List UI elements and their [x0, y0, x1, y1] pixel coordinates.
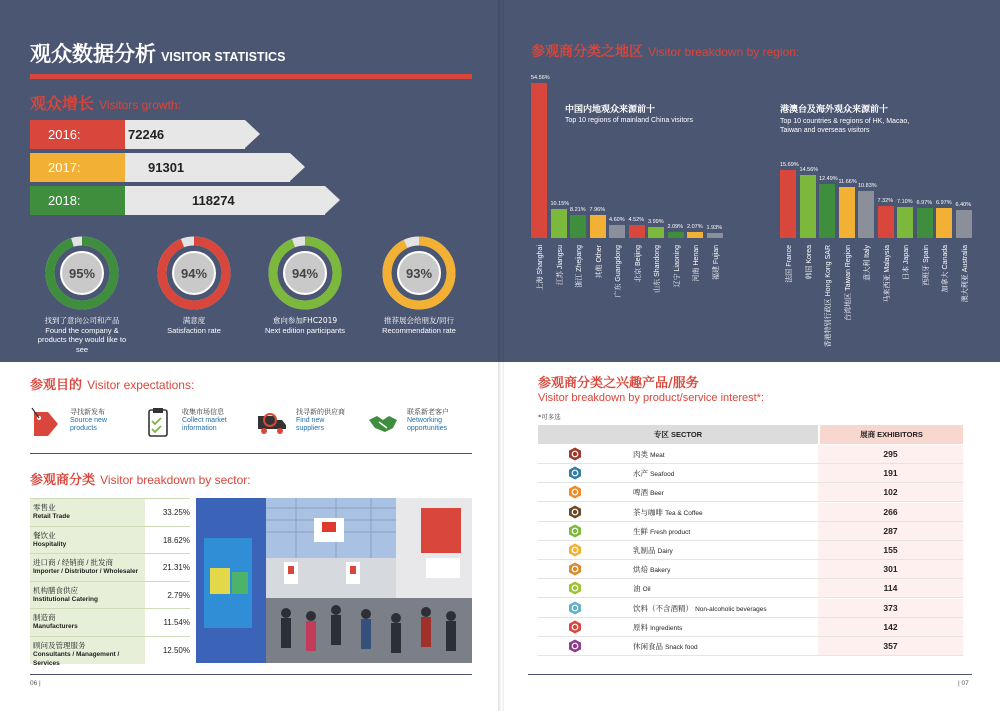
growth-heading-cn: 观众增长: [30, 94, 95, 113]
product-exhibitor-count: 142: [818, 618, 963, 636]
donut-caption-cn: 推荐展会给朋友/同行: [383, 316, 455, 325]
expectation-en-line1: Collect market: [182, 416, 227, 424]
product-name: [633, 503, 703, 523]
region-bar: [570, 215, 586, 238]
expectation-cn: 联系新老客户: [407, 408, 449, 416]
product-name: [633, 522, 690, 542]
intl-chart-title: [780, 102, 909, 135]
region-bar-value: 1.93%: [706, 224, 723, 231]
region-bar: [917, 208, 933, 238]
region-bar-label: 辽宁 Liaoning: [673, 245, 681, 288]
product-name-cn: 饮料（不含酒精）: [633, 603, 693, 613]
expectation-en-line2: opportunities: [407, 425, 448, 432]
expectation-text: [296, 408, 345, 434]
sector-heading: [30, 469, 251, 488]
region-bar-label: 香港特别行政区 Hong Kong SAR: [825, 245, 832, 348]
region-bar: [531, 83, 547, 238]
sector-heading-en: Visitor breakdown by sector:: [100, 473, 251, 487]
product-name: [633, 445, 665, 465]
donut-svg: [157, 236, 231, 310]
page-number-right: | 07: [958, 680, 969, 687]
page-number-left: 06 |: [30, 680, 41, 687]
sector-row: [30, 498, 190, 525]
page-spine: [498, 0, 504, 711]
region-bar-label: 江苏 Jiangsu: [556, 245, 564, 286]
region-bar-label: 浙江 Zhejiang: [576, 245, 583, 288]
expectations-heading-cn: 参观目的: [30, 378, 83, 393]
product-row: [538, 541, 963, 560]
sector-name-en: Consultants / Management / Services: [33, 650, 120, 667]
region-bar: [800, 175, 816, 238]
page-title: [30, 38, 285, 68]
product-exhibitor-count: 301: [818, 560, 963, 578]
product-name: [633, 599, 767, 619]
region-heading-en: Visitor breakdown by region:: [648, 45, 800, 59]
region-bar: [648, 227, 664, 238]
donut-percent: 93%: [405, 266, 433, 281]
product-row: [538, 618, 963, 637]
expectation-item: [367, 404, 477, 440]
fish-icon: [568, 466, 582, 480]
region-bar: [590, 215, 606, 238]
region-bar-value: 7.32%: [877, 198, 894, 205]
product-name-cn: 茶与咖啡: [633, 507, 663, 517]
product-row: [538, 445, 963, 464]
donut-caption: [349, 316, 489, 335]
product-row: [538, 637, 963, 656]
donut-chart: [268, 236, 342, 310]
sector-percent: 12.50%: [162, 645, 190, 655]
product-name-cn: 休闲食品: [633, 642, 663, 651]
donut-chart: [382, 236, 456, 310]
product-name-en: Fresh product: [650, 528, 691, 536]
china-chart-title: [565, 102, 693, 124]
ingredients-icon: [568, 620, 582, 634]
region-bar-value: 6.97%: [916, 199, 933, 206]
delivery-truck-icon: [256, 406, 288, 438]
expectations-heading: [30, 374, 194, 393]
expectation-en-line2: products: [70, 425, 97, 432]
donut-percent: 94%: [291, 266, 319, 281]
sector-name-en: Manufacturers: [33, 623, 78, 630]
region-bar-value: 8.21%: [570, 206, 586, 213]
product-name-cn: 原料: [633, 622, 648, 632]
sector-percent: 33.25%: [162, 508, 190, 517]
product-name-cn: 乳制品: [633, 546, 656, 555]
growth-arrow-tip: [245, 120, 260, 148]
sector-name-cn: 顾问及管理服务: [33, 640, 86, 650]
product-row: [538, 464, 963, 483]
region-bar-label: 法国 France: [786, 245, 793, 283]
sector-name-cn: 进口商 / 经销商 / 批发商: [33, 558, 114, 567]
product-exhibitor-count: 287: [818, 522, 963, 540]
donut-svg: [45, 236, 119, 310]
sector-row: [30, 608, 190, 635]
product-name: [633, 560, 670, 580]
donut-svg: [382, 236, 456, 310]
donut-caption-cn: 满意度: [182, 316, 206, 325]
sector-name: [30, 637, 145, 667]
region-bar: [668, 232, 684, 238]
col-header-sector: 专区 SECTOR: [538, 425, 818, 444]
product-name: [633, 541, 673, 561]
snack-icon: [568, 639, 582, 653]
product-exhibitor-count: 373: [818, 599, 963, 617]
product-name-en: Tea & Coffee: [665, 509, 703, 517]
sector-row: [30, 581, 190, 608]
growth-year: 2017:: [30, 153, 125, 182]
product-row: [538, 579, 963, 598]
region-heading: [531, 41, 799, 61]
growth-heading-en: Visitors growth:: [99, 98, 181, 112]
sector-name-cn: 零售业: [33, 503, 56, 512]
expectation-en-line2: information: [182, 425, 217, 432]
meat-icon: [568, 447, 582, 461]
region-bar-value: 15.69%: [780, 162, 799, 168]
sector-name-cn: 制造商: [33, 613, 56, 622]
donut-caption-cn: 愈向参加FHC2019: [272, 316, 338, 325]
region-bar-value: 2.07%: [687, 224, 703, 231]
donut-svg: [268, 236, 342, 310]
region-bar-label: 马来西亚 Malaysia: [883, 245, 891, 303]
divider-line: [30, 453, 472, 454]
donut-caption-en: Found the company & products they would like to see: [37, 325, 127, 354]
expectation-cn: 找寻新的供应商: [296, 408, 345, 416]
product-heading-cn: 参观商分类之兴趣产品/服务: [538, 376, 699, 391]
region-bar-value: 3.99%: [648, 218, 664, 225]
product-name-en: Non-alcoholic beverages: [695, 605, 767, 613]
region-bar-value: 11.66%: [838, 179, 857, 186]
product-exhibitor-count: 357: [818, 637, 963, 655]
region-bar-label: 日本 Japan: [903, 245, 910, 281]
product-name: [633, 483, 664, 503]
expectation-text: [182, 408, 227, 434]
intl-chart-title-en-line1: Top 10 countries & regions of HK, Macao,: [780, 118, 910, 125]
product-name-en: Meat: [650, 452, 665, 459]
region-bar: [629, 225, 645, 238]
product-name-cn: 肉类: [633, 450, 648, 459]
region-bar-value: 6.40%: [955, 202, 972, 209]
expectation-en-line1: Source new: [70, 416, 107, 424]
expectation-text: [407, 408, 449, 434]
page-title-en: VISITOR STATISTICS: [161, 50, 286, 64]
expectation-en-line1: Networking: [407, 416, 443, 424]
product-row: [538, 560, 963, 579]
donut-chart: [157, 236, 231, 310]
sector-name: [30, 527, 145, 554]
region-bar: [780, 170, 796, 238]
product-row: [538, 503, 963, 522]
growth-value: 72246: [128, 127, 165, 142]
product-exhibitor-count: 114: [818, 579, 963, 597]
region-bar-value: 10.15%: [550, 201, 570, 208]
col-header-exhibitors: 展商 EXHIBITORS: [820, 425, 963, 444]
sector-row: [30, 526, 190, 553]
sector-percent: 21.31%: [162, 563, 190, 572]
region-bar-value: 14.56%: [799, 166, 819, 173]
expectation-item: [256, 404, 366, 440]
product-name: [633, 618, 682, 638]
sector-percent: 11.54%: [163, 618, 190, 627]
intl-chart-title-en-line2: Taiwan and overseas visitors: [780, 127, 870, 134]
region-bar-label: 福建 Fujian: [712, 245, 720, 281]
region-bar: [687, 232, 703, 238]
region-bar: [936, 208, 952, 238]
page-title-cn: 观众数据分析: [30, 42, 156, 66]
sector-percent: 2.79%: [167, 590, 190, 600]
expectation-en-line2: suppliers: [296, 425, 325, 432]
product-name-en: Oil: [642, 586, 651, 594]
region-heading-cn: 参观商分类之地区: [531, 44, 643, 60]
expectation-text: [70, 408, 107, 434]
donut-percent: 94%: [180, 266, 208, 281]
expectation-en-line1: Find new: [296, 416, 325, 424]
dairy-icon: [568, 543, 582, 557]
bottle-icon: [568, 601, 582, 615]
handshake-icon: [367, 406, 399, 438]
product-row: [538, 599, 963, 618]
region-bar-label: 其他 Other: [595, 245, 603, 279]
growth-value: 91301: [148, 160, 185, 175]
bread-icon: [568, 562, 582, 576]
donut-caption-en: Next edition participants: [264, 325, 346, 335]
region-bar: [897, 207, 913, 238]
donut-chart: [45, 236, 119, 310]
vegetable-icon: [568, 524, 582, 538]
product-exhibitor-count: 102: [818, 483, 963, 501]
region-bar: [551, 209, 567, 238]
donut-caption-en: Satisfaction rate: [167, 325, 221, 335]
growth-arrow-tip: [290, 153, 305, 181]
product-name-en: Ingredients: [650, 624, 683, 632]
footer-line-left: [30, 674, 472, 675]
region-bar: [839, 187, 855, 238]
region-bar: [956, 210, 972, 238]
region-bar-label: 广东 Guangdong: [615, 245, 622, 298]
region-bar-value: 12.49%: [819, 175, 838, 182]
growth-arrow-tip: [325, 186, 340, 214]
product-heading: [538, 372, 764, 404]
sector-percent: 18.62%: [162, 535, 190, 545]
product-name: [633, 579, 651, 599]
donut-caption-en: Recommendation rate: [382, 325, 456, 335]
oil-drop-icon: [568, 581, 582, 595]
page-number-left-text: 06: [30, 680, 38, 687]
growth-value: 118274: [192, 193, 235, 208]
region-bar-label: 山东 Shandong: [654, 245, 661, 293]
region-bar: [858, 191, 874, 238]
region-bar-label: 台湾地区 Taiwan Region: [844, 245, 852, 321]
sector-name: [30, 554, 145, 581]
product-name-cn: 烘焙: [633, 565, 648, 575]
product-name: [633, 637, 698, 657]
product-name-cn: 生鲜: [633, 526, 648, 536]
sector-name-en: Hospitality: [33, 540, 67, 548]
sector-row: [30, 553, 190, 580]
region-bar-label: 澳大利亚 Australia: [961, 245, 969, 303]
title-underline: [30, 74, 472, 79]
region-bar-value: 2.09%: [667, 224, 684, 231]
expectation-item: [142, 404, 252, 440]
sector-name: [30, 609, 145, 636]
sector-name-cn: 机构膳食供应: [33, 585, 78, 595]
region-bar-label: 意大利 Italy: [864, 245, 871, 281]
product-name-cn: 油: [633, 584, 641, 594]
product-heading-en: Visitor breakdown by product/service interest*:: [538, 392, 765, 404]
region-bar-value: 10.83%: [858, 183, 877, 190]
sector-name: [30, 499, 145, 526]
product-row: [538, 483, 963, 502]
region-bar-value: 7.96%: [589, 207, 606, 214]
sector-row: [30, 636, 190, 667]
product-name-en: Snack food: [665, 644, 698, 651]
sector-name-en: Importer / Distributor / Wholesaler: [33, 568, 139, 575]
region-bar-label: 西班牙 Spain: [922, 245, 930, 286]
intl-chart-title-cn: 港澳台及海外观众来源前十: [780, 105, 889, 115]
sector-heading-cn: 参观商分类: [30, 473, 96, 488]
product-name-cn: 啤酒: [633, 488, 648, 498]
price-tag-icon: [30, 406, 62, 438]
region-bar: [707, 233, 723, 238]
multi-select-note: *可多选: [538, 413, 561, 421]
coffee-cup-icon: [568, 505, 582, 519]
sector-name-cn: 餐饮业: [33, 530, 56, 540]
product-name-cn: 水产: [633, 469, 648, 479]
region-bar-label: 上海 Shanghai: [537, 245, 544, 291]
clipboard-icon: [142, 406, 174, 438]
beer-icon: [568, 485, 582, 499]
page-number-right-text: 07: [961, 680, 969, 687]
region-bar: [819, 184, 835, 238]
expectation-item: [30, 404, 140, 440]
sector-name: [30, 582, 145, 609]
growth-year: 2016:: [30, 120, 125, 149]
exhibition-hall-illustration: [196, 498, 472, 663]
growth-year: 2018:: [30, 186, 125, 215]
region-bar-value: 4.52%: [628, 217, 645, 224]
region-bar: [609, 225, 625, 238]
sector-name-en: Retail Trade: [33, 513, 70, 520]
region-bar-label: 加拿大 Canada: [942, 245, 949, 293]
china-chart-title-en: Top 10 regions of mainland China visitors: [565, 117, 694, 124]
region-bar-label: 河南 Henan: [693, 245, 700, 282]
sector-name-en: Institutional Catering: [33, 595, 98, 603]
product-name-en: Dairy: [657, 548, 673, 555]
region-bar-value: 7.10%: [897, 199, 913, 206]
region-bar-value: 6.97%: [936, 199, 952, 206]
region-bar-label: 北京 Beijing: [634, 245, 642, 282]
region-bar-value: 54.56%: [531, 75, 550, 81]
china-chart-title-cn: 中国内地观众来源前十: [565, 105, 656, 115]
donut-percent: 95%: [68, 266, 96, 281]
footer-line-right: [528, 674, 972, 675]
region-bar-value: 4.60%: [609, 216, 625, 223]
product-name-en: Bakery: [650, 567, 671, 575]
product-name-en: Seafood: [650, 471, 675, 479]
product-row: [538, 522, 963, 541]
donut-caption-cn: 找到了意向公司和产品: [44, 316, 120, 325]
expectation-cn: 寻找新发布: [70, 408, 105, 416]
exhibition-hall-photo: [196, 498, 472, 663]
region-bar-label: 韩国 Korea: [805, 245, 813, 280]
expectations-heading-en: Visitor expectations:: [87, 378, 195, 392]
product-name: [633, 464, 674, 484]
product-exhibitor-count: 266: [818, 503, 963, 521]
product-name-en: Beer: [650, 490, 664, 498]
region-bar: [878, 206, 894, 238]
product-exhibitor-count: 295: [818, 445, 963, 463]
product-exhibitor-count: 191: [818, 464, 963, 482]
growth-heading: [30, 91, 181, 114]
expectation-cn: 收集市场信息: [182, 408, 224, 416]
product-exhibitor-count: 155: [818, 541, 963, 559]
